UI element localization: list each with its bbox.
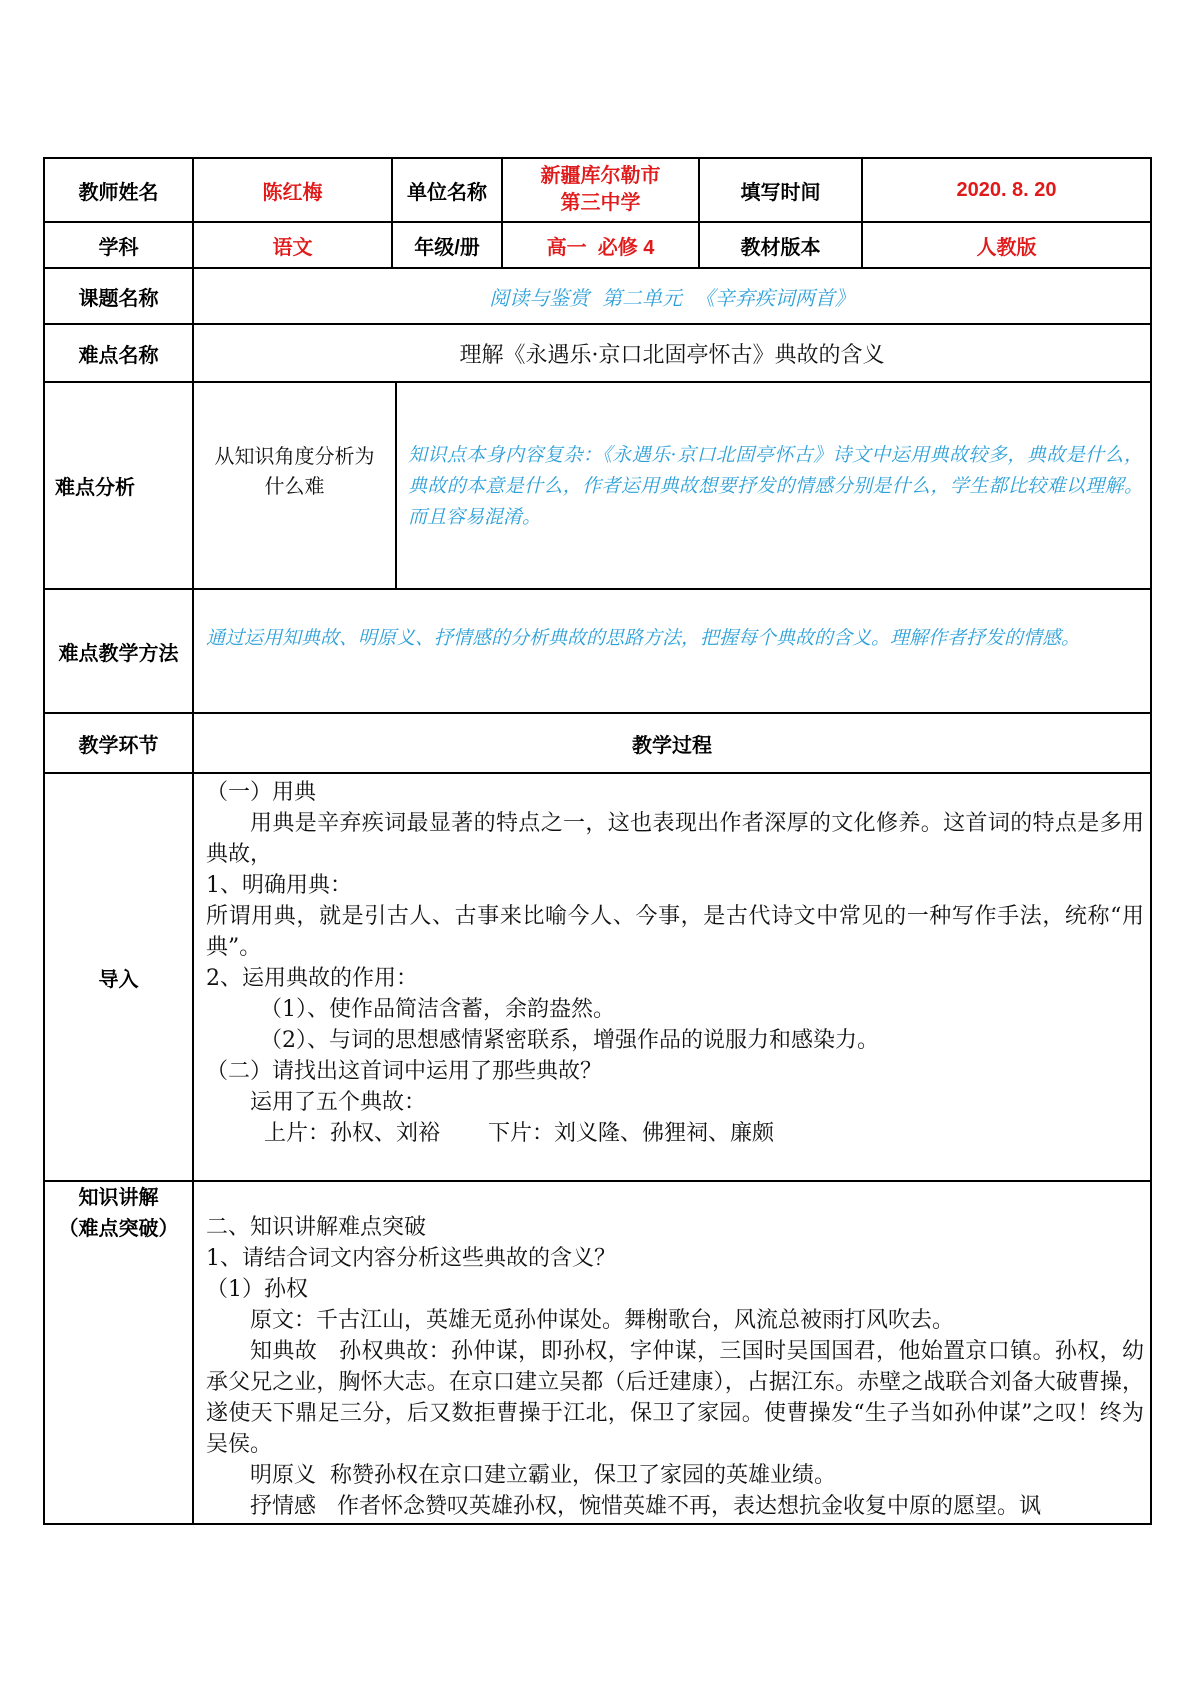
teacher-value: 陈红梅 [262,181,323,204]
subject-value: 语文 [272,236,313,259]
knowledge-heading: 二、知识讲解难点突破 [206,1215,427,1240]
intro-content [206,777,1144,1149]
method-text: 通过运用知典故、明原义、抒情感的分析典故的思路方法，把握每个典故的含义。理解作者抒发的情感。 [206,627,1081,649]
intro-allusion-list [206,1118,1144,1149]
teacher-label: 教师姓名 [78,181,159,204]
unit-value: 新疆库尔勒市第三中学 [540,165,661,214]
process-step-label: 教学环节 [78,734,159,757]
unit-label: 单位名称 [407,181,487,204]
intro-heading-2: 1、明确用典： [206,873,352,898]
upper-part-allusions: 上片：孙权、刘裕 [264,1121,441,1146]
intro-heading-3: 2、运用典故的作用： [206,966,418,991]
analysis-label: 难点分析 [55,477,135,499]
time-value: 2020. 8. 20 [956,178,1057,201]
intro-heading-4: （二）请找出这首词中运用了那些典故？ [206,1059,603,1084]
lower-part-allusions: 下片：刘义隆、佛狸祠、廉颇 [488,1121,775,1146]
intro-answer: 运用了五个典故： [250,1090,427,1115]
row-divider [43,1180,1152,1182]
knowledge-emotion: 抒情感 作者怀念赞叹英雄孙权，惋惜英雄不再，表达想抗金收复中原的愿望。讽 [250,1494,1041,1519]
knowledge-label-line-1: 知识讲解 [78,1187,159,1209]
knowledge-content [206,1212,1144,1522]
intro-paragraph-1: 用典是辛弃疾词最显著的特点之一，这也表现出作者深厚的文化修养。这首词的特点是多用典故， [206,811,1144,867]
knowledge-subheading: （1）孙权 [206,1277,308,1302]
analysis-text: 知识点本身内容复杂：《永遇乐·京口北固亭怀古》诗文中运用典故较多，典故是什么，典故的本意是什么，作者运用典故想要抒发的情感分别是什么，学生都比较难以理解。而且容易混淆。 [408,444,1143,528]
grade-value: 高一 必修 4 [546,236,655,259]
knowledge-original-meaning: 明原义 称赞孙权在京口建立霸业，保卫了家园的英雄业绩。 [250,1463,836,1488]
analysis-sub-label: 从知识角度分析为什么难 [214,443,375,498]
knowledge-label [45,1183,192,1245]
edition-value: 人教版 [976,236,1037,259]
knowledge-original-text: 原文：千古江山，英雄无觅孙仲谋处。舞榭歌台，风流总被雨打风吹去。 [250,1308,955,1333]
intro-label: 导入 [98,968,139,991]
row-divider [43,772,1152,774]
topic-label: 课题名称 [78,287,159,310]
intro-heading-1: （一）用典 [206,780,317,805]
edition-label: 教材版本 [740,236,821,259]
difficulty-label: 难点名称 [78,344,159,367]
topic-value: 阅读与鉴赏 第二单元 《辛弃疾词两首》 [489,285,855,310]
subject-label: 学科 [98,236,139,259]
column-divider [395,381,397,588]
grade-label: 年级/册 [414,236,480,259]
intro-paragraph-2: 所谓用典，就是引古人、古事来比喻今人、今事，是古代诗文中常见的一种写作手法，统称“用典”。 [206,904,1144,960]
row-divider [43,588,1152,590]
knowledge-allusion-paragraph: 知典故 孙权典故：孙仲谋，即孙权，字仲谋，三国时吴国国君，他始置京口镇。孙权，幼承父兄之业，胸怀大志。在京口建立吴都（后迁建康），占据江东。赤壁之战联合刘备大破曹操，遂使天下鼎足三分，后又数拒曹操于江北，保卫了家园。使曹操发“生子当如孙仲谋”之叹！终为吴侯。 [206,1339,1144,1457]
knowledge-question: 1、请结合词文内容分析这些典故的含义？ [206,1246,616,1271]
time-label: 填写时间 [740,181,821,204]
knowledge-label-line-2: （难点突破） [58,1218,179,1240]
process-header: 教学过程 [632,734,712,757]
intro-point-2: （2）、与词的思想感情紧密联系，增强作品的说服力和感染力。 [260,1028,879,1053]
intro-point-1: （1）、使作品简洁含蓄，余韵盎然。 [260,997,615,1022]
difficulty-value: 理解《永遇乐·京口北固亭怀古》典故的含义 [459,342,885,368]
method-label: 难点教学方法 [58,642,179,665]
